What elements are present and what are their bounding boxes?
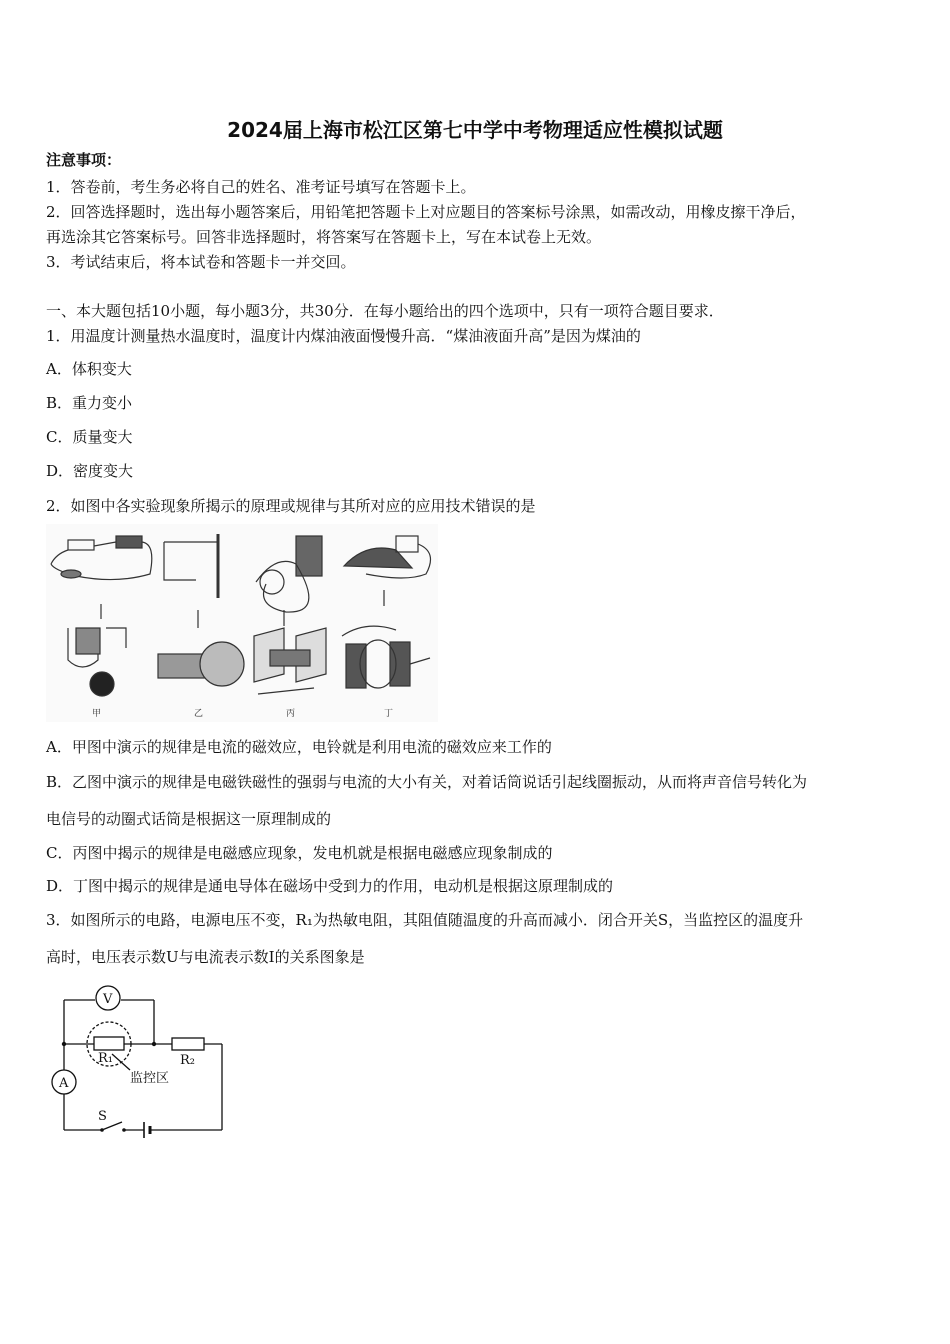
ammeter-label: A — [59, 1076, 69, 1091]
question-2-option-b-continued: 电信号的动圈式话筒是根据这一原理制成的 — [46, 810, 332, 828]
r2-label: R₂ — [180, 1053, 195, 1068]
question-1-option-d: D．密度变大 — [46, 462, 134, 480]
notice-item: 2．回答选择题时，选出每小题答案后，用铅笔把答题卡上对应题目的答案标号涂黑，如需改动，用橡皮擦干净后， — [46, 203, 806, 221]
question-1-option-b: B．重力变小 — [46, 394, 133, 412]
question-2-option-c: C．丙图中揭示的规律是电磁感应现象，发电机就是根据电磁感应现象制成的 — [46, 844, 553, 862]
question-3-stem: 3．如图所示的电路，电源电压不变，R₁为热敏电阻，其阻值随温度的升高而减小．闭合开关S，当监控区的温度升 — [46, 911, 804, 929]
notice-item: 再选涂其它答案标号。回答非选择题时，将答案写在答题卡上，写在本试卷上无效。 — [46, 228, 602, 246]
question-2-option-b: B．乙图中演示的规律是电磁铁磁性的强弱与电流的大小有关，对着话筒说话引起线圈振动，从而将声音信号转化为 — [46, 773, 808, 791]
section-heading: 一、本大题包括10小题，每小题3分，共30分．在每小题给出的四个选项中，只有一项符合题目要求． — [46, 302, 724, 320]
voltmeter-label: V — [103, 992, 113, 1007]
figure-label-yi: 乙 — [194, 709, 204, 719]
switch-label: S — [98, 1109, 107, 1124]
question-1-option-c: C．质量变大 — [46, 428, 133, 446]
question-3-stem-continued: 高时，电压表示数U与电流表示数I的关系图象是 — [46, 948, 365, 966]
notice-item: 3．考试结束后，将本试卷和答题卡一并交回。 — [46, 253, 356, 271]
question-3-circuit — [46, 982, 232, 1138]
notice-item: 1．答卷前，考生务必将自己的姓名、准考证号填写在答题卡上。 — [46, 178, 476, 196]
monitoring-zone-label: 监控区 — [130, 1071, 170, 1086]
figure-label-jia: 甲 — [92, 709, 102, 719]
page-title: 2024届上海市松江区第七中学中考物理适应性模拟试题 — [227, 118, 723, 142]
question-2-option-a: A．甲图中演示的规律是电流的磁效应，电铃就是利用电流的磁效应来工作的 — [46, 738, 552, 756]
notice-heading: 注意事项： — [46, 151, 122, 169]
question-1-stem: 1．用温度计测量热水温度时，温度计内煤油液面慢慢升高．“煤油液面升高”是因为煤油的 — [46, 327, 641, 345]
figure-label-ding: 丁 — [384, 709, 394, 719]
question-2-figure — [46, 524, 438, 722]
figure-label-bing: 丙 — [286, 709, 296, 719]
question-2-stem: 2．如图中各实验现象所揭示的原理或规律与其所对应的应用技术错误的是 — [46, 497, 536, 515]
question-1-option-a: A．体积变大 — [46, 360, 132, 378]
question-2-option-d: D．丁图中揭示的规律是通电导体在磁场中受到力的作用，电动机是根据这原理制成的 — [46, 877, 614, 895]
r1-label: R₁ — [98, 1051, 113, 1066]
